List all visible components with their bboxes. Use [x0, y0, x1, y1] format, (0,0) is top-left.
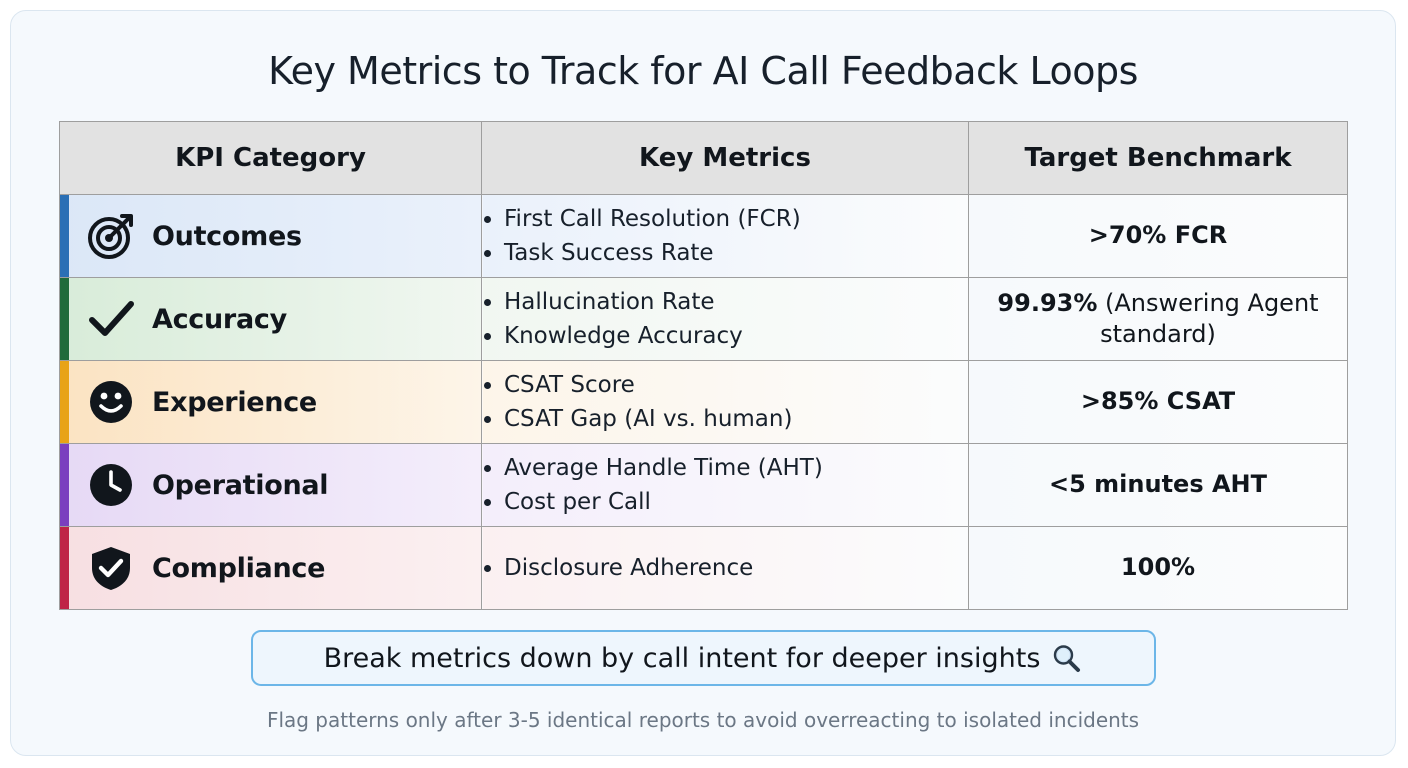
table-row	[60, 278, 1348, 361]
metric-item: • Disclosure Adherence	[504, 551, 968, 585]
magnifier-icon	[1050, 642, 1082, 674]
column-header-target-benchmark: Target Benchmark	[969, 122, 1348, 195]
key-metrics-cell	[482, 361, 969, 444]
accent-bar	[60, 195, 69, 277]
table-header-row	[60, 122, 1348, 195]
key-metrics-cell	[482, 195, 969, 278]
table-row	[60, 195, 1348, 278]
target-benchmark-cell	[969, 444, 1348, 527]
shield-check-icon	[86, 543, 136, 593]
metric-item: • Cost per Call	[504, 485, 968, 519]
target-benchmark-cell	[969, 527, 1348, 610]
kpi-category-label: Experience	[152, 386, 317, 418]
target-benchmark-cell	[969, 361, 1348, 444]
key-metrics-cell	[482, 527, 969, 610]
kpi-table	[59, 121, 1348, 610]
page-title: Key Metrics to Track for AI Call Feedback Loops	[268, 49, 1138, 93]
kpi-table-wrapper	[59, 121, 1347, 610]
accent-bar	[60, 278, 69, 360]
kpi-category-cell	[60, 361, 482, 444]
metric-item: • CSAT Gap (AI vs. human)	[504, 402, 968, 436]
column-header-key-metrics: Key Metrics	[482, 122, 969, 195]
target-benchmark-cell	[969, 195, 1348, 278]
metric-item: • Knowledge Accuracy	[504, 319, 968, 353]
metric-item: • Task Success Rate	[504, 236, 968, 270]
metric-item: • Hallucination Rate	[504, 285, 968, 319]
accent-bar	[60, 444, 69, 526]
column-header-kpi-category: KPI Category	[60, 122, 482, 195]
metric-item: • CSAT Score	[504, 368, 968, 402]
smiley-icon	[86, 377, 136, 427]
table-body	[60, 195, 1348, 610]
key-metrics-cell	[482, 278, 969, 361]
target-icon	[86, 211, 136, 261]
benchmark-value: 100%	[1120, 553, 1196, 582]
kpi-category-label: Compliance	[152, 552, 326, 584]
kpi-category-label: Operational	[152, 469, 329, 501]
clock-icon	[86, 460, 136, 510]
callout-box	[251, 630, 1156, 686]
kpi-category-cell	[60, 527, 482, 610]
metric-item: • First Call Resolution (FCR)	[504, 202, 968, 236]
kpi-category-label: Outcomes	[152, 220, 302, 252]
accent-bar	[60, 361, 69, 443]
table-row	[60, 361, 1348, 444]
benchmark-value: <5 minutes AHT	[1049, 470, 1267, 499]
footnote-text: Flag patterns only after 3-5 identical reports to avoid overreacting to isolated incidents	[266, 708, 1140, 732]
accent-bar	[60, 527, 69, 609]
kpi-category-cell	[60, 444, 482, 527]
target-benchmark-cell	[969, 278, 1348, 361]
metric-item: • Average Handle Time (AHT)	[504, 451, 968, 485]
benchmark-note: (Answering Agent standard)	[1097, 288, 1319, 348]
benchmark-value: 99.93%	[997, 288, 1098, 317]
kpi-category-cell	[60, 278, 482, 361]
callout-text: Break metrics down by call intent for deeper insights	[323, 642, 1041, 674]
kpi-category-cell	[60, 195, 482, 278]
key-metrics-cell	[482, 444, 969, 527]
benchmark-value: >70% FCR	[1088, 221, 1228, 250]
table-row	[60, 527, 1348, 610]
infographic-card	[10, 10, 1396, 756]
benchmark-value: >85% CSAT	[1080, 387, 1236, 416]
checkmark-icon	[86, 294, 136, 344]
kpi-category-label: Accuracy	[152, 303, 287, 335]
table-row	[60, 444, 1348, 527]
